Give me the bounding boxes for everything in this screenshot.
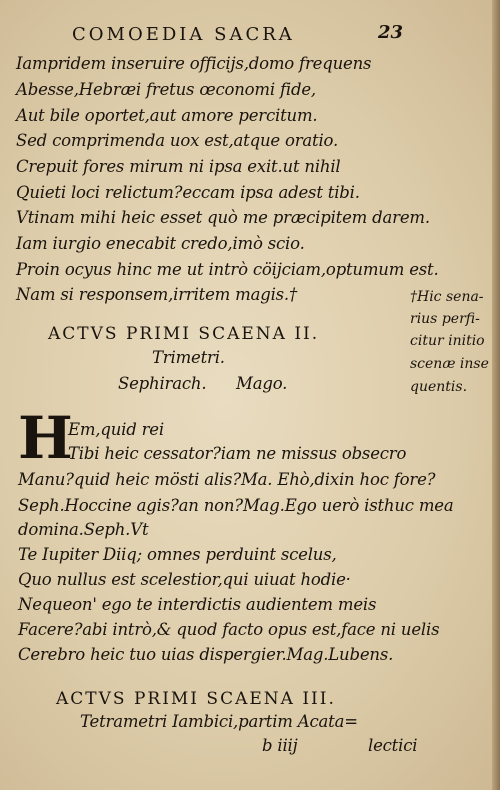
dialogue-line: Nequeon' ego te interdictis audientem meis <box>18 595 377 614</box>
speaker-name: Mago. <box>236 374 288 393</box>
dialogue-line: domina.Seph.Vt <box>18 520 149 539</box>
dialogue-line: Te Iupiter Diiq; omnes perduint scelus, <box>18 545 337 564</box>
dialogue-line: Em,quid rei <box>68 420 164 439</box>
page-number: 23 <box>378 22 404 43</box>
dialogue-line: Facere?abi intrò,& quod facto opus est,face ni uelis <box>18 620 440 639</box>
verse-line: Iampridem inseruire officijs,domo frequens <box>16 54 372 73</box>
drop-cap-initial: H <box>18 404 73 472</box>
marginal-note-line: rius perfi- <box>410 311 480 327</box>
verse-line: Proin ocyus hinc me ut intrò cöijciam,optumum est. <box>16 260 439 279</box>
marginal-note-line: scenæ inse <box>410 356 489 372</box>
verse-line: Quieti loci relictum?eccam ipsa adest tibi. <box>16 183 360 202</box>
marginal-note-line: quentis. <box>410 379 468 395</box>
marginal-note-line: †Hic sena- <box>410 289 484 305</box>
meter-label: Trimetri. <box>152 348 225 367</box>
dialogue-line: Seph.Hoccine agis?an non?Mag.Ego uerò isthuc mea <box>18 496 454 515</box>
verse-line: Sed comprimenda uox est,atque oratio. <box>16 131 339 150</box>
page-edge <box>492 0 500 790</box>
running-head: COMOEDIA SACRA <box>72 24 295 45</box>
verse-line: Abesse,Hebræi fretus œconomi fide, <box>16 80 316 99</box>
verse-line: Nam si responsem,irritem magis.† <box>16 285 298 304</box>
verse-line: Aut bile oportet,aut amore percitum. <box>16 106 318 125</box>
dialogue-line: Manu?quid heic mösti alis?Ma. Ehò,dixin hoc fore? <box>18 470 436 489</box>
catchword: lectici <box>368 736 418 755</box>
verse-line: Vtinam mihi heic esset quò me præcipitem darem. <box>16 208 430 227</box>
scene-heading: ACTVS PRIMI SCAENA III. <box>56 689 336 709</box>
verse-line: Iam iurgio enecabit credo,imò scio. <box>16 234 305 253</box>
dialogue-line: Cerebro heic tuo uias dispergier.Mag.Lubens. <box>18 645 394 664</box>
speaker-name: Sephirach. <box>118 374 207 393</box>
dialogue-line: Tibi heic cessator?iam ne missus obsecro <box>68 444 407 463</box>
signature-mark: b iiij <box>262 736 298 755</box>
verse-line: Crepuit fores mirum ni ipsa exit.ut nihil <box>16 157 341 176</box>
meter-label: Tetrametri Iambici,partim Acata= <box>80 712 358 731</box>
scene-heading: ACTVS PRIMI SCAENA II. <box>48 324 320 344</box>
dialogue-line: Quo nullus est scelestior,qui uiuat hodie· <box>18 570 351 589</box>
marginal-note-line: citur initio <box>410 333 485 349</box>
